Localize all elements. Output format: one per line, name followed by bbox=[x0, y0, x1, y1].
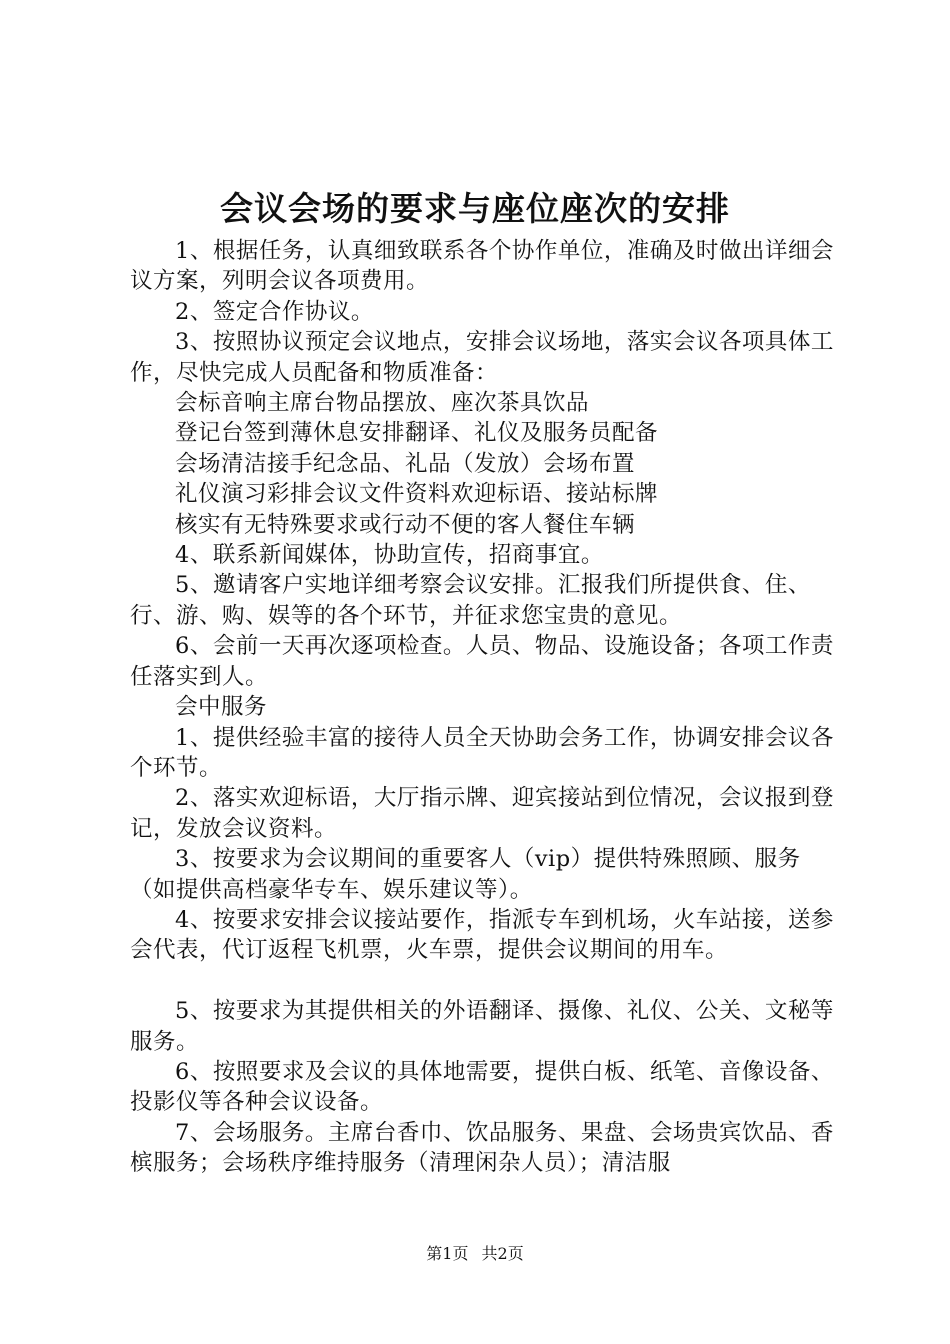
list-item: 会场清洁接手纪念品、礼品（发放）会场布置 bbox=[175, 450, 636, 477]
paragraph: 2、签定合作协议。 bbox=[175, 298, 374, 325]
list-item: 核实有无特殊要求或行动不便的客人餐住车辆 bbox=[175, 511, 636, 538]
list-item: 礼仪演习彩排会议文件资料欢迎标语、接站标牌 bbox=[175, 481, 659, 508]
document-title: 会议会场的要求与座位座次的安排 bbox=[220, 189, 730, 228]
document-body bbox=[130, 236, 835, 1179]
blank-line bbox=[130, 966, 835, 996]
page-footer bbox=[0, 1243, 950, 1265]
paragraph: 5、邀请客户实地详细考察会议安排。汇报我们所提供食、住、行、游、购、娱等的各个环节，并征求您宝贵的意见。 bbox=[130, 572, 811, 629]
paragraph: 4、按要求安排会议接站要作，指派专车到机场，火车站接，送参会代表，代订返程飞机票，火车票，提供会议期间的用车。 bbox=[130, 906, 834, 964]
page-number: 第1页 bbox=[426, 1244, 469, 1263]
paragraph: 3、按要求为会议期间的重要客人（vip）提供特殊照顾、服务（如提供高档豪华专车、娱乐建议等）。 bbox=[130, 846, 801, 903]
paragraph: 6、会前一天再次逐项检查。人员、物品、设施设备；各项工作责任落实到人。 bbox=[130, 633, 834, 690]
list-item: 登记台签到薄休息安排翻译、礼仪及服务员配备 bbox=[175, 420, 659, 447]
paragraph: 会中服务 bbox=[175, 694, 268, 721]
list-item: 会标音响主席台物品摆放、座次茶具饮品 bbox=[175, 390, 590, 417]
paragraph: 7、会场服务。主席台香巾、饮品服务、果盘、会场贵宾饮品、香槟服务；会场秩序维持服务（清理闲杂人员）；清洁服 bbox=[130, 1119, 834, 1177]
paragraph: 2、落实欢迎标语，大厅指示牌、迎宾接站到位情况，会议报到登记，发放会议资料。 bbox=[130, 785, 834, 842]
page-total: 共2页 bbox=[481, 1244, 524, 1263]
paragraph: 1、提供经验丰富的接待人员全天协助会务工作，协调安排会议各个环节。 bbox=[130, 724, 834, 781]
paragraph: 5、按要求为其提供相关的外语翻译、摄像、礼仪、公关、文秘等服务。 bbox=[130, 998, 834, 1055]
paragraph: 4、联系新闻媒体，协助宣传，招商事宜。 bbox=[175, 542, 604, 569]
paragraph: 3、按照协议预定会议地点，安排会议场地，落实会议各项具体工作，尽快完成人员配备和物质准备： bbox=[130, 329, 834, 386]
paragraph: 6、按照要求及会议的具体地需要，提供白板、纸笔、音像设备、投影仪等各种会议设备。 bbox=[130, 1058, 834, 1116]
paragraph: 1、根据任务，认真细致联系各个协作单位，准确及时做出详细会议方案，列明会议各项费用。 bbox=[130, 238, 834, 295]
